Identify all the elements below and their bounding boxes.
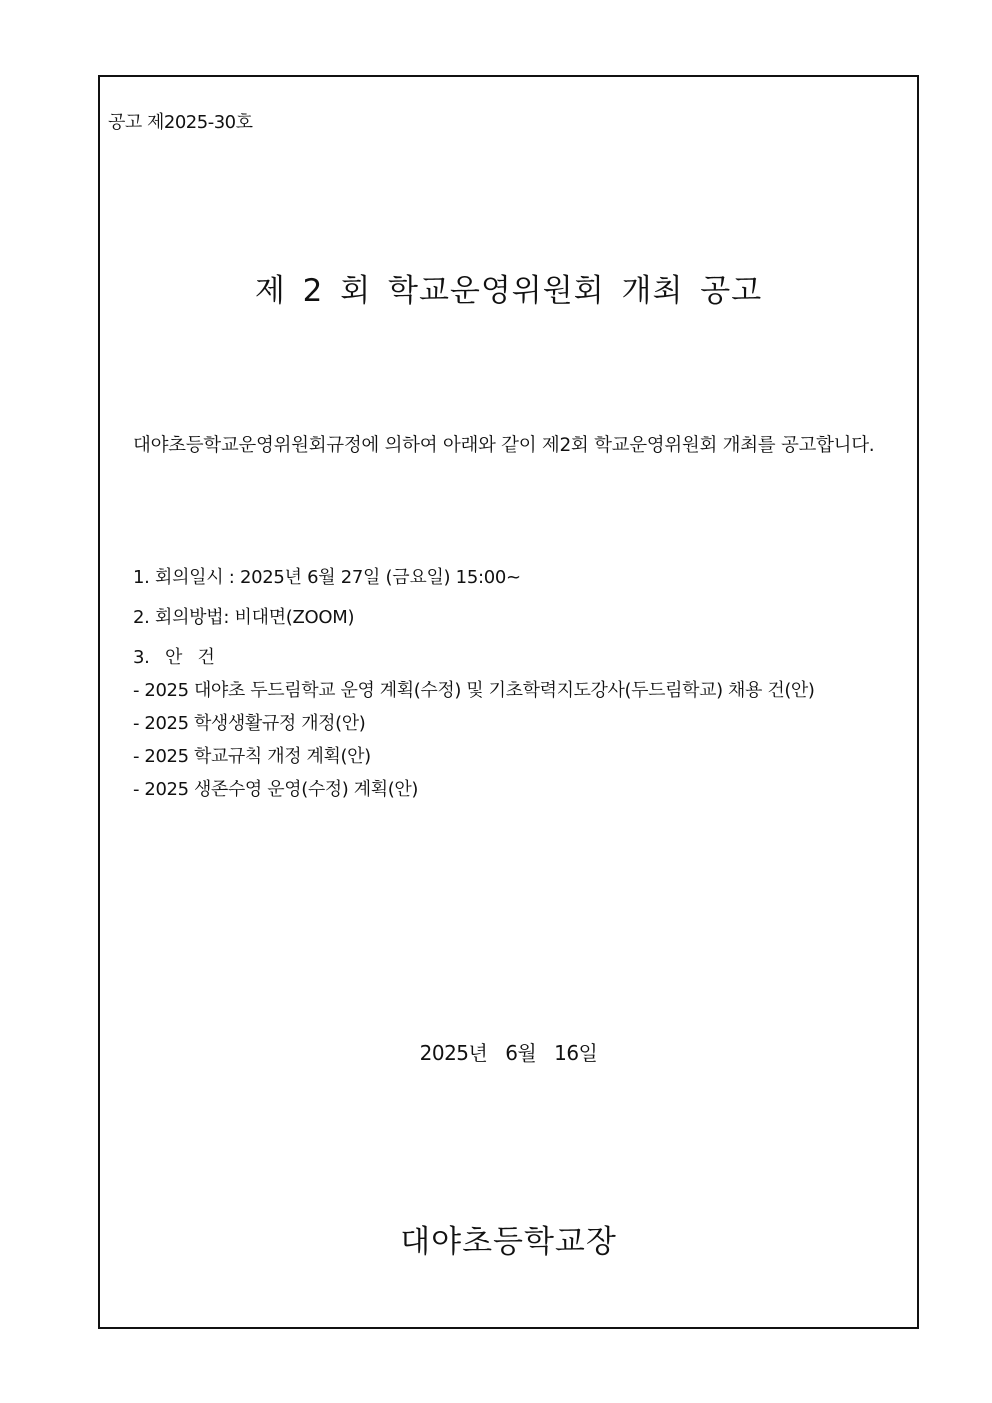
meeting-method: 2. 회의방법: 비대면(ZOOM) xyxy=(133,607,355,628)
agenda-heading: 3. 안 건 xyxy=(133,647,215,668)
notice-date: 2025년 6월 16일 xyxy=(419,1041,598,1065)
agenda-list xyxy=(133,674,815,806)
notice-number: 공고 제2025-30호 xyxy=(108,112,253,133)
document-title: 제 2 회 학교운영위원회 개최 공고 xyxy=(254,273,763,309)
agenda-item: - 2025 학교규칙 개정 계획(안) xyxy=(133,746,371,767)
meeting-datetime: 1. 회의일시 : 2025년 6월 27일 (금요일) 15:00~ xyxy=(133,567,521,588)
agenda-item: - 2025 학생생활규정 개정(안) xyxy=(133,713,366,734)
agenda-item: - 2025 대야초 두드림학교 운영 계획(수정) 및 기초학력지도강사(두드림학교) 채용 건(안) xyxy=(133,680,815,701)
intro-paragraph: 대야초등학교운영위원회규정에 의하여 아래와 같이 제2회 학교운영위원회 개최를 공고합니다. xyxy=(133,435,875,456)
issuer-signature: 대야초등학교장 xyxy=(400,1224,617,1260)
agenda-item: - 2025 생존수영 운영(수정) 계획(안) xyxy=(133,779,418,800)
